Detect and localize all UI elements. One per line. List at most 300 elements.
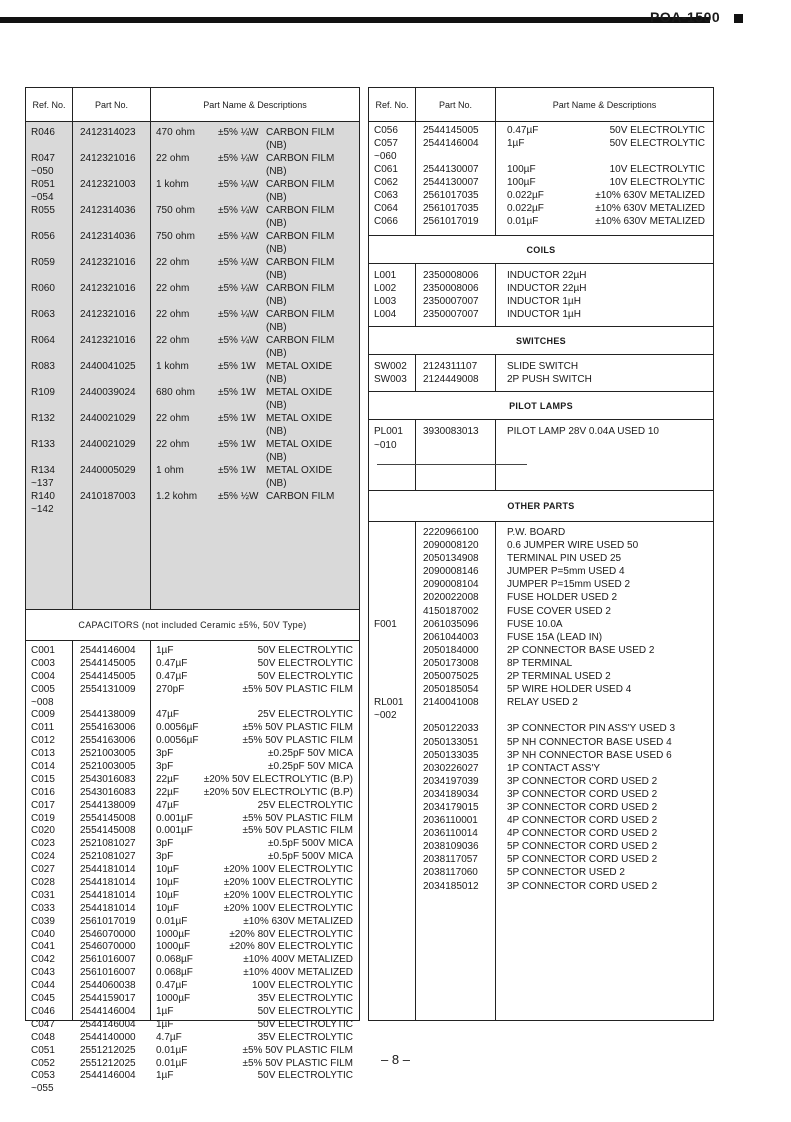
table-row xyxy=(369,736,713,749)
part-value: 22 ohm xyxy=(156,413,190,424)
part-description xyxy=(150,230,359,243)
part-no: 2544145005 xyxy=(80,670,136,682)
part-no: 2412321016 xyxy=(80,335,136,346)
part-no xyxy=(72,425,150,438)
table-row xyxy=(369,360,713,373)
part-no: 2544146004 xyxy=(80,1005,136,1017)
part-rating: ±5% ¼W xyxy=(218,257,259,268)
ref-no: C039 xyxy=(31,915,55,927)
part-value: 270pF xyxy=(156,683,185,695)
part-no: 2412314036 xyxy=(80,205,136,216)
ref-no: C003 xyxy=(31,657,55,669)
ref-no xyxy=(369,827,415,840)
ref-no: C014 xyxy=(31,761,55,773)
ref-no xyxy=(26,321,72,334)
ref-no: R133 xyxy=(31,439,55,450)
lamp-row-rule xyxy=(377,464,527,465)
ref-no: C027 xyxy=(31,864,55,876)
part-description: 5P NH CONNECTOR BASE USED 4 xyxy=(507,736,672,748)
ref-no xyxy=(369,814,415,827)
part-no: 2090008104 xyxy=(423,579,479,591)
part-type: 100V ELECTROLYTIC xyxy=(252,980,353,992)
part-no xyxy=(72,191,150,204)
part-value: 0.068µF xyxy=(156,967,193,979)
part-value: 3pF xyxy=(156,838,174,850)
table-row xyxy=(369,439,713,453)
ref-no: C031 xyxy=(31,889,55,901)
part-description: 3P CONNECTOR PIN ASS'Y USED 3 xyxy=(507,723,676,735)
part-type: CARBON FILM xyxy=(266,309,335,320)
part-rating: ±5% 1W xyxy=(218,465,256,476)
table-header xyxy=(369,88,713,122)
part-type: CARBON FILM xyxy=(266,491,335,502)
part-type: ±5% 50V PLASTIC FILM xyxy=(242,683,353,695)
part-type: (NB) xyxy=(266,270,287,281)
part-description: 0.6 JUMPER WIRE USED 50 xyxy=(507,540,639,552)
part-description xyxy=(495,176,713,189)
ref-no: R132 xyxy=(31,413,55,424)
table-row xyxy=(26,386,359,399)
part-no: 2561017035 xyxy=(423,190,479,201)
ref-no: C001 xyxy=(31,645,55,656)
table-row xyxy=(26,373,359,386)
ref-no: C033 xyxy=(31,902,55,914)
part-type: ±20% 100V ELECTROLYTIC xyxy=(223,902,353,914)
part-no: 2038117060 xyxy=(423,867,478,879)
part-value: 47µF xyxy=(156,799,179,811)
part-no: 2544146004 xyxy=(423,138,479,149)
part-description xyxy=(495,150,713,163)
table-row xyxy=(26,645,359,658)
part-value: 680 ohm xyxy=(156,387,195,398)
part-no: 2544146004 xyxy=(80,1018,136,1030)
part-type: CARBON FILM xyxy=(266,283,335,294)
part-type: 50V ELECTROLYTIC xyxy=(609,138,705,149)
table-row xyxy=(26,980,359,993)
part-no: 2546070000 xyxy=(80,941,136,953)
ref-no: ~002 xyxy=(374,710,397,722)
part-type: 35V ELECTROLYTIC xyxy=(257,993,353,1005)
part-value: 0.01µF xyxy=(156,1057,188,1069)
part-description: 5P WIRE HOLDER USED 4 xyxy=(507,684,632,696)
pilot-lamps-section-title: PILOT LAMPS xyxy=(369,391,713,420)
part-no: 2050122033 xyxy=(423,723,479,735)
part-no: 2554163006 xyxy=(80,735,136,747)
ref-no: R083 xyxy=(31,361,55,372)
part-description: 4P CONNECTOR CORD USED 2 xyxy=(507,828,658,840)
table-row xyxy=(26,412,359,425)
part-value: 10µF xyxy=(156,864,179,876)
table-row xyxy=(369,373,713,386)
header-block-mark xyxy=(734,14,743,23)
ref-no xyxy=(369,578,415,591)
part-no xyxy=(415,439,495,453)
col-ref-header: Ref. No. xyxy=(32,99,66,110)
part-value: 0.01µF xyxy=(156,1044,188,1056)
part-description: INDUCTOR 22µH xyxy=(507,270,587,281)
ref-no: C056 xyxy=(374,125,398,136)
part-description xyxy=(150,373,359,386)
part-description: 2P PUSH SWITCH xyxy=(507,374,592,385)
part-type: ±5% 50V PLASTIC FILM xyxy=(242,812,353,824)
table-row xyxy=(26,838,359,851)
ref-no: C064 xyxy=(374,203,398,214)
table-row xyxy=(369,618,713,631)
part-value: 22 ohm xyxy=(156,257,190,268)
part-type: (NB) xyxy=(266,218,287,229)
part-value: 0.47µF xyxy=(156,670,188,682)
part-description xyxy=(150,645,359,658)
part-no: 2350008006 xyxy=(423,270,479,281)
ref-no xyxy=(26,139,72,152)
part-description: 2P TERMINAL USED 2 xyxy=(507,671,611,683)
part-type: ±5% 50V PLASTIC FILM xyxy=(242,722,353,734)
part-description xyxy=(150,1032,359,1045)
part-description xyxy=(150,464,359,477)
part-description: INDUCTOR 1µH xyxy=(507,296,581,307)
part-value: 100µF xyxy=(507,164,536,175)
part-type: METAL OXIDE xyxy=(266,465,333,476)
part-type: ±5% 50V PLASTIC FILM xyxy=(242,1057,353,1069)
part-no xyxy=(72,451,150,464)
part-description xyxy=(150,697,359,710)
table-row xyxy=(26,204,359,217)
part-type: ±20% 100V ELECTROLYTIC xyxy=(223,864,353,876)
part-value: 1000µF xyxy=(156,993,191,1005)
ref-no xyxy=(369,880,415,893)
part-type: 50V ELECTROLYTIC xyxy=(609,125,705,136)
part-description: 3P CONNECTOR CORD USED 2 xyxy=(507,801,658,813)
table-row xyxy=(26,464,359,477)
part-value: 0.01µF xyxy=(507,216,539,227)
ref-no: C057 xyxy=(374,138,398,149)
table-row xyxy=(369,308,713,321)
part-value: 750 ohm xyxy=(156,231,195,242)
part-no: 2543016083 xyxy=(80,773,136,785)
part-no: 2038117057 xyxy=(423,854,478,866)
table-row xyxy=(369,137,713,150)
part-rating: ±5% ¼W xyxy=(218,127,259,138)
part-rating: ±5% ¼W xyxy=(218,309,259,320)
part-value: 22µF xyxy=(156,786,179,798)
part-type: (NB) xyxy=(266,244,287,255)
ref-no xyxy=(369,605,415,618)
part-description xyxy=(150,139,359,152)
ref-no: C061 xyxy=(374,164,398,175)
part-description xyxy=(150,477,359,490)
part-type: ±20% 100V ELECTROLYTIC xyxy=(223,889,353,901)
part-description: 2P CONNECTOR BASE USED 2 xyxy=(507,644,655,656)
table-row xyxy=(26,230,359,243)
ref-no: SW002 xyxy=(374,361,407,372)
part-no: 2544181014 xyxy=(80,889,136,901)
table-row xyxy=(26,722,359,735)
table-row xyxy=(369,295,713,308)
part-no: 2544181014 xyxy=(80,864,136,876)
ref-no: R055 xyxy=(31,205,55,216)
table-row xyxy=(26,399,359,412)
page-number: – 8 – xyxy=(381,1052,410,1067)
part-description: 3P CONNECTOR CORD USED 2 xyxy=(507,775,658,787)
ref-no: RL001 xyxy=(374,697,404,709)
part-description xyxy=(150,980,359,993)
ref-no: ~060 xyxy=(374,151,397,162)
part-type: ±20% 80V ELECTROLYTIC xyxy=(229,928,353,940)
part-description: INDUCTOR 1µH xyxy=(507,309,581,320)
part-value: 100µF xyxy=(507,177,536,188)
ref-no: R046 xyxy=(31,127,55,138)
table-row xyxy=(369,539,713,552)
part-type: 50V ELECTROLYTIC xyxy=(257,670,353,682)
table-row xyxy=(26,282,359,295)
part-description: 1P CONTACT ASS'Y xyxy=(507,762,601,774)
ref-no: ~050 xyxy=(31,166,54,177)
ref-no: F001 xyxy=(374,618,397,630)
col-desc-header: Part Name & Descriptions xyxy=(150,88,359,121)
part-description xyxy=(150,256,359,269)
table-row xyxy=(26,425,359,438)
part-no: 2551212025 xyxy=(80,1044,136,1056)
ref-no: SW003 xyxy=(374,374,407,385)
table-row xyxy=(369,788,713,801)
part-value: 470 ohm xyxy=(156,127,195,138)
part-type: (NB) xyxy=(266,166,287,177)
ref-no: C020 xyxy=(31,825,55,837)
part-rating: ±5% ½W xyxy=(218,491,259,502)
part-no: 2544140000 xyxy=(80,1031,136,1043)
table-row xyxy=(26,243,359,256)
ref-no: C023 xyxy=(31,838,55,850)
part-description xyxy=(150,334,359,347)
part-type: 50V ELECTROLYTIC xyxy=(257,1005,353,1017)
table-row xyxy=(369,853,713,866)
part-type: (NB) xyxy=(266,426,287,437)
part-value: 22 ohm xyxy=(156,283,190,294)
part-type: METAL OXIDE xyxy=(266,413,333,424)
part-no: 2050173008 xyxy=(423,657,479,669)
part-no: 2561017019 xyxy=(80,915,136,927)
ref-no: C066 xyxy=(374,216,398,227)
part-type: 50V ELECTROLYTIC xyxy=(257,1070,353,1082)
table-row xyxy=(369,269,713,282)
ref-no: C048 xyxy=(31,1031,55,1043)
table-row xyxy=(26,890,359,903)
part-type: CARBON FILM xyxy=(266,205,335,216)
ref-no: C043 xyxy=(31,967,55,979)
part-no: 2440021029 xyxy=(80,439,136,450)
ref-no: C046 xyxy=(31,1005,55,1017)
part-no: 2140041008 xyxy=(423,697,479,709)
ref-no: C045 xyxy=(31,993,55,1005)
ref-no: C041 xyxy=(31,941,55,953)
capacitor-list xyxy=(26,645,359,1095)
part-description xyxy=(150,360,359,373)
part-description xyxy=(150,929,359,942)
part-type: 35V ELECTROLYTIC xyxy=(257,1031,353,1043)
part-description xyxy=(150,126,359,139)
part-description xyxy=(150,748,359,761)
part-rating: ±5% 1W xyxy=(218,413,256,424)
ref-no xyxy=(369,526,415,539)
part-no: 2050134908 xyxy=(423,553,479,565)
part-description xyxy=(150,399,359,412)
part-value: 0.001µF xyxy=(156,825,193,837)
part-description xyxy=(150,165,359,178)
table-row xyxy=(26,1006,359,1019)
part-description xyxy=(150,671,359,684)
ref-no: ~054 xyxy=(31,192,54,203)
part-type: 50V ELECTROLYTIC xyxy=(257,657,353,669)
table-row xyxy=(26,308,359,321)
table-row xyxy=(26,1032,359,1045)
table-row xyxy=(26,954,359,967)
table-row xyxy=(26,761,359,774)
part-no xyxy=(72,697,150,710)
part-description: FUSE 10.0A xyxy=(507,618,563,630)
table-row xyxy=(26,748,359,761)
left-parts-table xyxy=(25,87,360,1095)
table-row xyxy=(369,282,713,295)
right-parts-table xyxy=(368,87,714,1021)
part-description: FUSE 15A (LEAD IN) xyxy=(507,631,603,643)
part-type: ±20% 80V ELECTROLYTIC xyxy=(229,941,353,953)
ref-no: ~137 xyxy=(31,478,54,489)
table-row xyxy=(26,360,359,373)
part-type: 10V ELECTROLYTIC xyxy=(609,177,705,188)
ref-no: C004 xyxy=(31,670,55,682)
table-row xyxy=(26,993,359,1006)
table-row xyxy=(369,683,713,696)
part-type: (NB) xyxy=(266,140,287,151)
part-description xyxy=(150,217,359,230)
part-no xyxy=(72,321,150,334)
table-row xyxy=(369,657,713,670)
part-type: 25V ELECTROLYTIC xyxy=(257,799,353,811)
part-value: 1 kohm xyxy=(156,179,189,190)
part-description xyxy=(150,1070,359,1083)
ref-no: C028 xyxy=(31,877,55,889)
ref-no: R059 xyxy=(31,257,55,268)
part-description: TERMINAL PIN USED 25 xyxy=(507,553,622,565)
part-no: 2412321016 xyxy=(80,257,136,268)
table-row xyxy=(26,967,359,980)
part-type: CARBON FILM xyxy=(266,127,335,138)
part-value: 22 ohm xyxy=(156,335,190,346)
part-no: 2521081027 xyxy=(80,851,136,863)
ref-no xyxy=(369,539,415,552)
ref-no xyxy=(369,788,415,801)
part-description: 3P CONNECTOR CORD USED 2 xyxy=(507,788,658,800)
part-description xyxy=(150,321,359,334)
part-description xyxy=(150,204,359,217)
part-no: 2220966100 xyxy=(423,527,479,538)
part-no: 2544138009 xyxy=(80,799,136,811)
table-row xyxy=(26,503,359,516)
part-no: 2050185054 xyxy=(423,684,479,696)
part-rating: ±5% ¼W xyxy=(218,231,259,242)
table-row xyxy=(369,176,713,189)
ref-no: C052 xyxy=(31,1057,55,1069)
part-description: 8P TERMINAL xyxy=(507,657,573,669)
part-no xyxy=(72,139,150,152)
part-no: 2410187003 xyxy=(80,491,136,502)
part-no: 2554145008 xyxy=(80,825,136,837)
part-value: 10µF xyxy=(156,902,179,914)
table-row xyxy=(26,1019,359,1032)
part-type: METAL OXIDE xyxy=(266,439,333,450)
table-row xyxy=(369,880,713,893)
part-description: 4P CONNECTOR CORD USED 2 xyxy=(507,815,658,827)
part-no: 2090008120 xyxy=(423,540,479,552)
part-no: 2034185012 xyxy=(423,880,479,892)
part-rating: ±5% 1W xyxy=(218,387,256,398)
ref-no: C040 xyxy=(31,928,55,940)
table-row xyxy=(26,787,359,800)
part-description xyxy=(150,1019,359,1032)
part-description xyxy=(150,282,359,295)
part-no: 2038109036 xyxy=(423,841,479,853)
part-no xyxy=(415,150,495,163)
table-row xyxy=(26,929,359,942)
part-type: (NB) xyxy=(266,452,287,463)
col-partno-header: Part No. xyxy=(415,88,495,121)
other-parts-list xyxy=(369,526,713,1020)
part-value: 0.47µF xyxy=(156,980,188,992)
table-row xyxy=(26,941,359,954)
table-row xyxy=(369,578,713,591)
part-description xyxy=(150,178,359,191)
table-row xyxy=(26,334,359,347)
part-description xyxy=(150,954,359,967)
part-no: 2561017035 xyxy=(423,203,479,214)
ref-no: ~008 xyxy=(31,696,54,708)
part-value: 1µF xyxy=(156,645,174,656)
table-row xyxy=(26,697,359,710)
table-row xyxy=(26,709,359,722)
part-description xyxy=(150,890,359,903)
part-no: 2034197039 xyxy=(423,775,479,787)
part-description xyxy=(150,658,359,671)
ref-no: R109 xyxy=(31,387,55,398)
part-type: ±10% 400V METALIZED xyxy=(243,954,353,966)
part-description xyxy=(150,825,359,838)
part-description xyxy=(495,189,713,202)
part-description xyxy=(495,202,713,215)
table-row xyxy=(369,722,713,735)
part-no xyxy=(72,373,150,386)
part-value: 1µF xyxy=(156,1018,174,1030)
part-no xyxy=(72,295,150,308)
part-no: 2050184000 xyxy=(423,644,479,656)
ref-no: R051 xyxy=(31,179,55,190)
part-value: 1000µF xyxy=(156,941,191,953)
part-value: 1.2 kohm xyxy=(156,491,198,502)
part-description: JUMPER P=5mm USED 4 xyxy=(507,566,625,578)
part-value: 1µF xyxy=(156,1070,174,1082)
ref-no xyxy=(26,243,72,256)
part-value: 22 ohm xyxy=(156,439,190,450)
ref-no: C051 xyxy=(31,1044,55,1056)
table-row xyxy=(26,490,359,503)
table-row xyxy=(26,851,359,864)
part-no: 2521081027 xyxy=(80,838,136,850)
part-description: 5P CONNECTOR CORD USED 2 xyxy=(507,854,658,866)
part-description: PILOT LAMP 28V 0.04A USED 10 xyxy=(507,426,659,437)
part-no: 2544146004 xyxy=(80,1070,136,1082)
ref-no xyxy=(369,775,415,788)
part-no: 2543016083 xyxy=(80,786,136,798)
part-no xyxy=(72,243,150,256)
